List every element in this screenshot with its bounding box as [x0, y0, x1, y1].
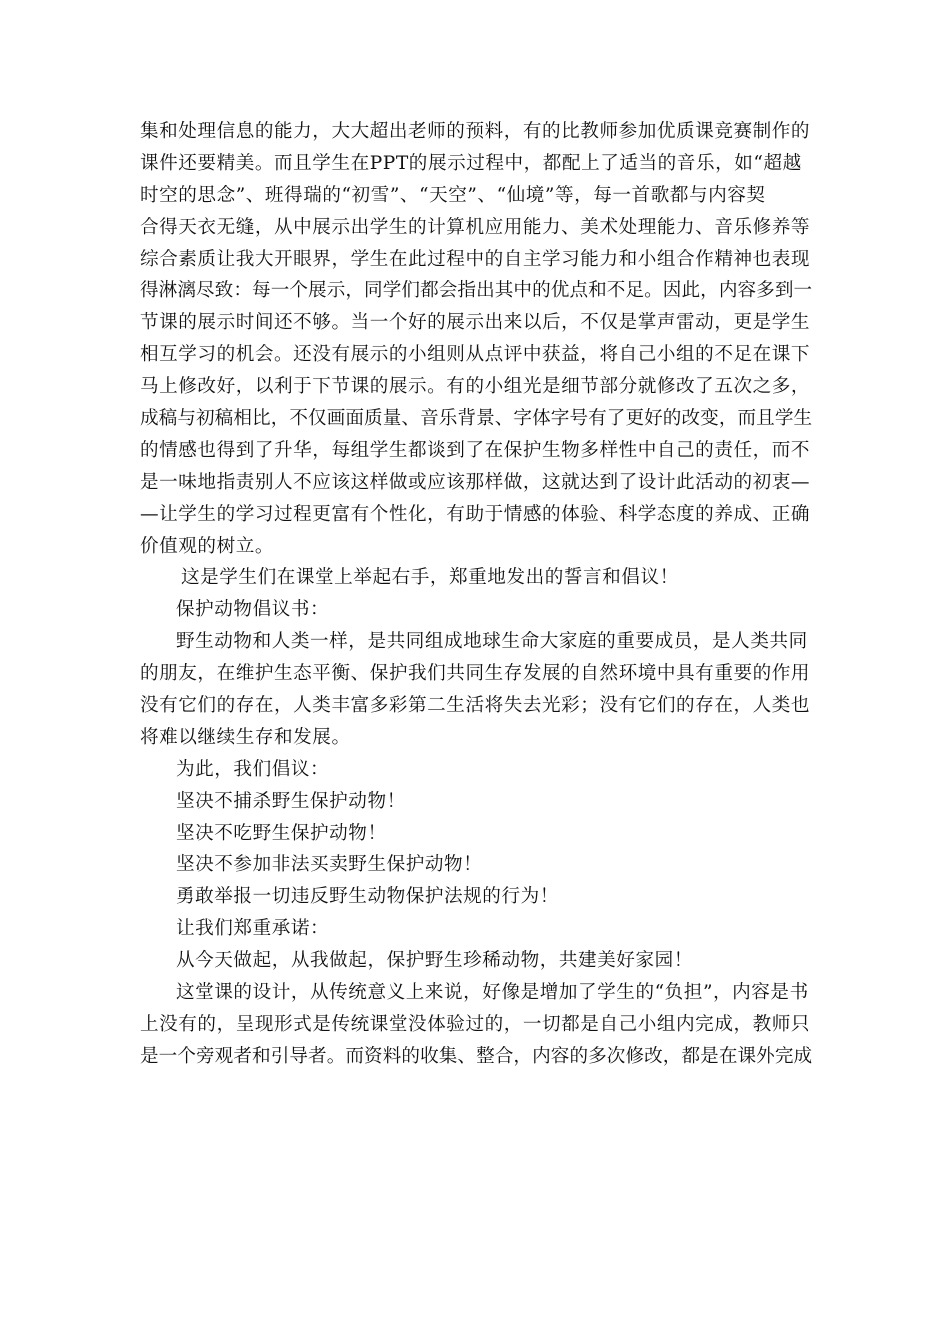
text-line: —让学生的学习过程更富有个性化，有助于情感的体验、科学态度的养成、正确 [140, 503, 811, 525]
document-page [140, 116, 812, 1073]
text-line: 得淋漓尽致：每一个展示，同学们都会指出其中的优点和不足。因此，内容多到一 [140, 280, 813, 302]
text-line: 综合素质让我大开眼界，学生在此过程中的自主学习能力和小组合作精神也表现 [140, 248, 811, 270]
text-line: 马上修改好，以利于下节课的展示。有的小组光是细节部分就修改了五次之多， [140, 376, 811, 398]
text-line: 让我们郑重承诺： [176, 918, 330, 940]
text-line: 集和处理信息的能力，大大超出老师的预料，有的比教师参加优质课竞赛制作的 [140, 121, 811, 142]
text-line: 相互学习的机会。还没有展示的小组则从点评中获益，将自己小组的不足在课下 [140, 344, 811, 366]
text-line: 从今天做起，从我做起，保护野生珍稀动物，共建美好家园！ [176, 950, 693, 972]
text-line: 时空的思念”、班得瑞的“初雪”、“天空”、“仙境”等，每一首歌都与内容契 [140, 184, 766, 206]
text-line: 是一味地指责别人不应该这样做或应该那样做，这就达到了设计此活动的初衷— [140, 471, 811, 493]
text-line: 勇敢举报一切违反野生动物保护法规的行为！ [176, 886, 559, 908]
text-line: 成稿与初稿相比，不仅画面质量、音乐背景、字体字号有了更好的改变，而且学生 [140, 408, 813, 430]
text-line: 这是学生们在课堂上举起右手，郑重地发出的誓言和倡议！ [181, 567, 679, 589]
text-line: 上没有的，呈现形式是传统课堂没体验过的，一切都是自己小组内完成，教师只 [140, 1013, 811, 1035]
text-line: 的情感也得到了升华，每组学生都谈到了在保护生物多样性中自己的责任，而不 [140, 439, 811, 461]
text-line: 坚决不吃野生保护动物！ [176, 822, 387, 844]
text-line: 这堂课的设计，从传统意义上来说，好像是增加了学生的“负担”，内容是书 [176, 982, 809, 1004]
text-line: 是一个旁观者和引导者。而资料的收集、整合，内容的多次修改，都是在课外完成 [140, 1045, 813, 1067]
text-line: 保护动物倡议书： [176, 599, 330, 621]
text-line: 坚决不捕杀野生保护动物！ [176, 790, 406, 812]
text-line: 节课的展示时间还不够。当一个好的展示出来以后，不仅是掌声雷动，更是学生 [140, 312, 811, 334]
text-line: 合得天衣无缝，从中展示出学生的计算机应用能力、美术处理能力、音乐修养等 [140, 216, 811, 238]
text-line: 野生动物和人类一样，是共同组成地球生命大家庭的重要成员，是人类共同 [176, 631, 808, 653]
text-line: 课件还要精美。而且学生在PPT的展示过程中，都配上了适当的音乐，如“超越 [140, 152, 802, 174]
text-line: 坚决不参加非法买卖野生保护动物！ [176, 854, 483, 876]
text-line: 将难以继续生存和发展。 [140, 726, 351, 748]
text-line: 价值观的树立。 [140, 535, 275, 557]
text-line: 没有它们的存在，人类丰富多彩第二生活将失去光彩；没有它们的存在，人类也 [140, 695, 811, 717]
text-line: 的朋友，在维护生态平衡、保护我们共同生存发展的自然环境中具有重要的作用 [140, 663, 811, 685]
text-line: 为此，我们倡议： [176, 758, 330, 780]
